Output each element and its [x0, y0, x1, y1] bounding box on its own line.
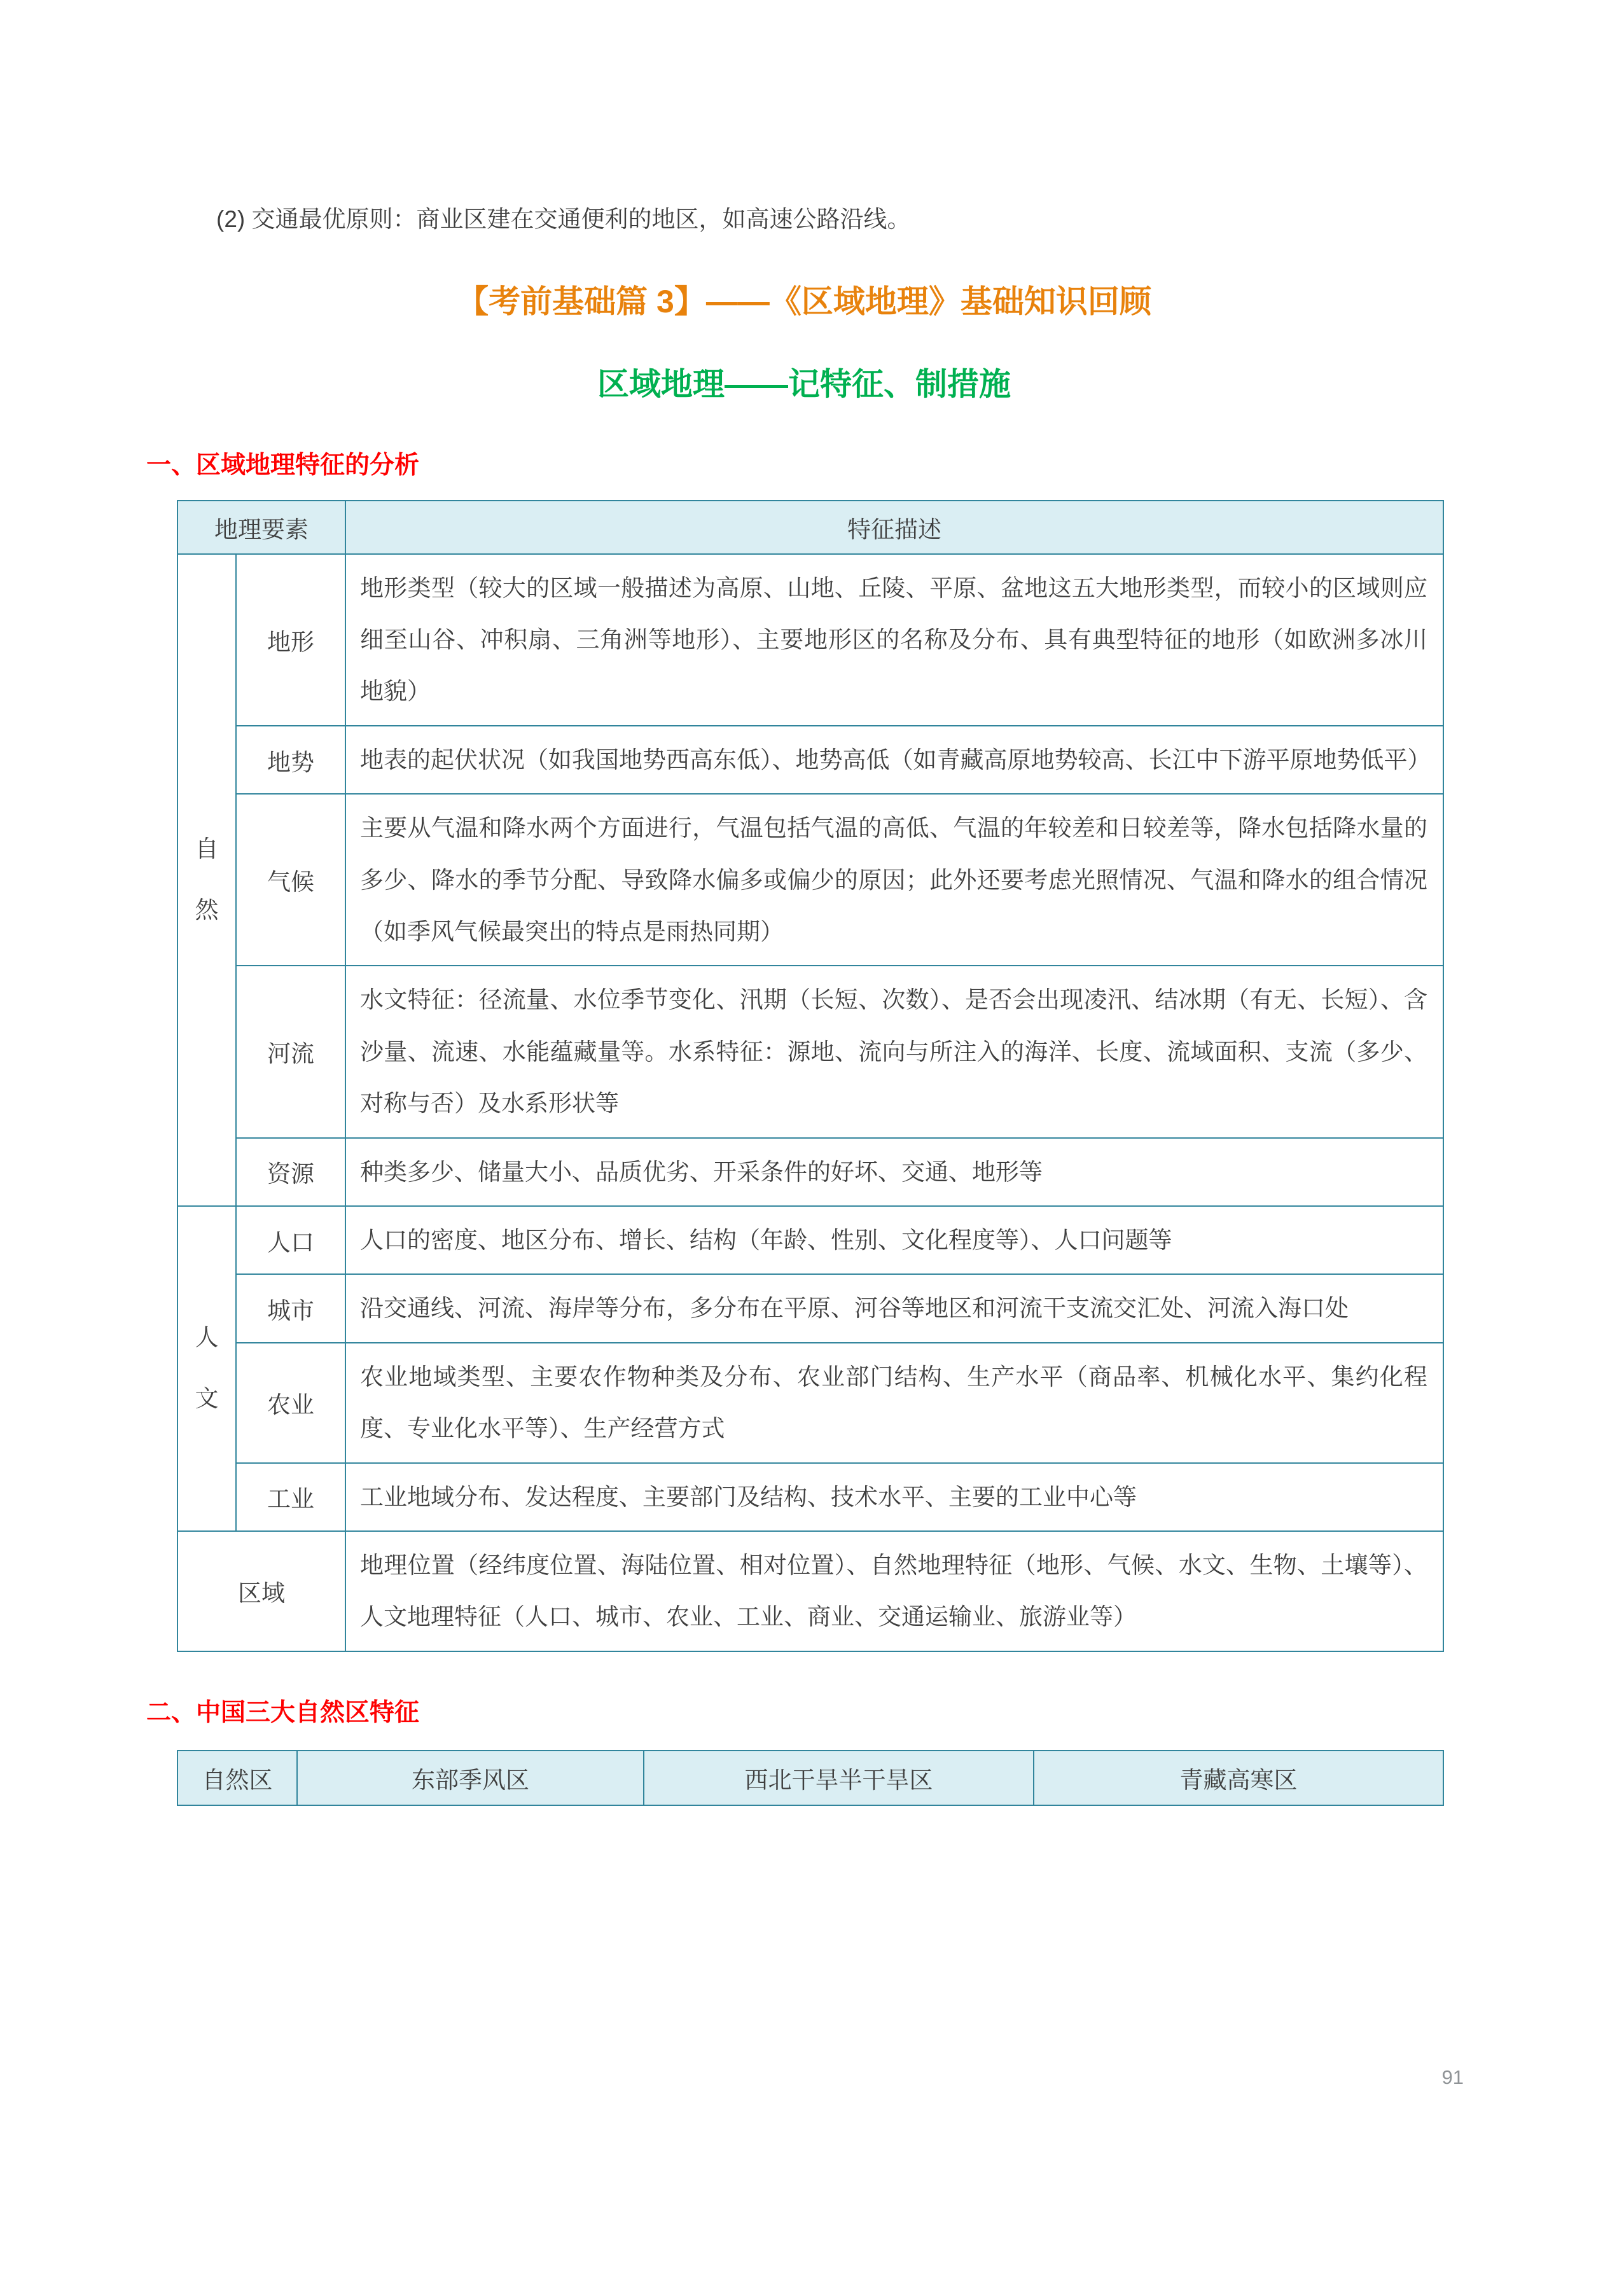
- zones-header-eastern-monsoon: 东部季风区: [297, 1751, 644, 1805]
- category-cell-industry: 工业: [236, 1463, 345, 1531]
- zones-header-qingzang-alpine: 青藏高寒区: [1034, 1751, 1443, 1805]
- group-cell-human: [177, 1206, 236, 1531]
- table-row: [177, 1206, 1443, 1274]
- table-row: [177, 1531, 1443, 1651]
- section-1-heading: 一、区域地理特征的分析: [146, 451, 420, 479]
- three-natural-zones-table: [177, 1750, 1444, 1806]
- zones-header-northwest-arid: 西北干旱半干旱区: [644, 1751, 1034, 1805]
- group-cell-natural: [177, 554, 236, 1206]
- desc-cell-river: 水文特征：径流量、水位季节变化、汛期（长短、次数）、是否会出现凌汛、结冰期（有无、长短）、含沙量、流速、水能蕴藏量等。水系特征：源地、流向与所注入的海洋、长度、流域面积、支流（多少、对称与否）及水系形状等: [345, 966, 1443, 1137]
- desc-cell-industry: 工业地域分布、发达程度、主要部门及结构、技术水平、主要的工业中心等: [345, 1463, 1443, 1531]
- group-label-human: 人文: [195, 1324, 219, 1412]
- desc-cell-climate: 主要从气温和降水两个方面进行，气温包括气温的高低、气温的年较差和日较差等，降水包括降水量的多少、降水的季节分配、导致降水偏多或偏少的原因；此外还要考虑光照情况、气温和降水的组合情况（如季风气候最突出的特点是雨热同期）: [345, 794, 1443, 966]
- category-cell-population: 人口: [236, 1206, 345, 1274]
- category-cell-city: 城市: [236, 1274, 345, 1342]
- regional-geography-subtitle: 区域地理——记特征、制措施: [597, 366, 1011, 402]
- desc-cell-city: 沿交通线、河流、海岸等分布，多分布在平原、河谷等地区和河流干支流交汇处、河流入海口处: [345, 1274, 1443, 1342]
- category-cell-landform: 地形: [236, 554, 345, 726]
- table-row: [177, 1274, 1443, 1342]
- table-row: [177, 794, 1443, 966]
- section-2-heading: 二、中国三大自然区特征: [146, 1698, 420, 1726]
- category-cell-region: 区域: [177, 1531, 345, 1651]
- category-cell-river: 河流: [236, 966, 345, 1137]
- zones-header-row: [177, 1751, 1443, 1805]
- category-cell-agriculture: 农业: [236, 1343, 345, 1463]
- table-row: [177, 1138, 1443, 1206]
- zones-header-natural-zone: 自然区: [177, 1751, 297, 1805]
- table-header-row: [177, 501, 1443, 554]
- desc-cell-terrain: 地表的起伏状况（如我国地势西高东低）、地势高低（如青藏高原地势较高、长江中下游平原地势低平）: [345, 726, 1443, 794]
- table-row: [177, 1343, 1443, 1463]
- category-cell-resources: 资源: [236, 1138, 345, 1206]
- desc-cell-population: 人口的密度、地区分布、增长、结构（年龄、性别、文化程度等）、人口问题等: [345, 1206, 1443, 1274]
- desc-cell-resources: 种类多少、储量大小、品质优劣、开采条件的好坏、交通、地形等: [345, 1138, 1443, 1206]
- exam-basics-title: 【考前基础篇 3】——《区域地理》基础知识回顾: [457, 283, 1151, 319]
- intro-paragraph: (2) 交通最优原则：商业区建在交通便利的地区，如高速公路沿线。: [216, 206, 911, 232]
- desc-cell-landform: 地形类型（较大的区域一般描述为高原、山地、丘陵、平原、盆地这五大地形类型，而较小的区域则应细至山谷、冲积扇、三角洲等地形）、主要地形区的名称及分布、具有典型特征的地形（如欧洲多冰川地貌）: [345, 554, 1443, 726]
- category-cell-terrain: 地势: [236, 726, 345, 794]
- category-cell-climate: 气候: [236, 794, 345, 966]
- regional-feature-analysis-table: [177, 500, 1444, 1652]
- header-cell-geographic-element: 地理要素: [177, 501, 345, 554]
- desc-cell-region: 地理位置（经纬度位置、海陆位置、相对位置）、自然地理特征（地形、气候、水文、生物、土壤等）、人文地理特征（人口、城市、农业、工业、商业、交通运输业、旅游业等）: [345, 1531, 1443, 1651]
- desc-cell-agriculture: 农业地域类型、主要农作物种类及分布、农业部门结构、生产水平（商品率、机械化水平、集约化程度、专业化水平等）、生产经营方式: [345, 1343, 1443, 1463]
- table-row: [177, 966, 1443, 1137]
- table-row: [177, 726, 1443, 794]
- group-label-natural: 自然: [195, 836, 219, 924]
- page-number: 91: [1441, 2066, 1464, 2088]
- table-row: [177, 1463, 1443, 1531]
- table-row: [177, 554, 1443, 726]
- header-cell-feature-description: 特征描述: [345, 501, 1443, 554]
